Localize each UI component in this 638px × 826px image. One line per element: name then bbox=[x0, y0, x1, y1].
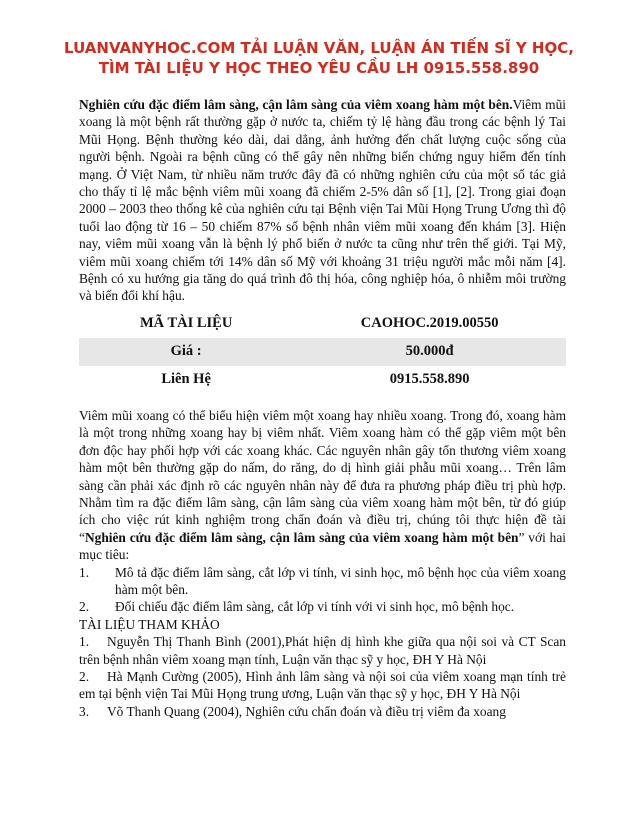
reference-number: 2. bbox=[79, 668, 90, 684]
objectives-list bbox=[79, 564, 566, 616]
info-row-code bbox=[79, 310, 566, 338]
reference-number: 1. bbox=[79, 634, 90, 650]
header-line-1: LUANVANYHOC.COM TẢI LUẬN VĂN, LUẬN ÁN TIẾN SĨ Y HỌC, bbox=[64, 39, 574, 57]
info-label: Giá : bbox=[79, 338, 293, 366]
reference-item bbox=[79, 703, 566, 720]
info-value: 50.000đ bbox=[293, 338, 566, 366]
reference-text: Võ Thanh Quang (2004), Nghiên cứu chẩn đoán và điều trị viêm đa xoang bbox=[107, 703, 506, 719]
info-label: MÃ TÀI LIỆU bbox=[139, 315, 233, 332]
objective-item bbox=[79, 598, 566, 615]
info-row-price bbox=[79, 338, 566, 366]
intro-text: Viêm mũi xoang là một bệnh rất thường gặp ở nước ta, chiếm tỷ lệ hàng đầu trong các bệnh lý Tai Mũi Họng. Bệnh thường kéo dài, dai dẳng, ảnh hưởng đến chất lượng cuộc sống của người bệnh. Ngoài ra bệnh cũng có thể gây nên những biến chứng nguy hiểm đến tính mạng. Ở Việt Nam, từ nhiều năm trước đây đã có những nghiên cứu của một số tác giả cho thấy tỉ lệ mắc bệnh viêm mũi xoang đã chiếm 2-5% dân số [1], [2]. Trong giai đoạn 2000 – 2003 theo thống kê của nghiên cứu tại Bệnh viện Tai Mũi Họng Trung Ương thì độ tuổi lao động từ 16 – 50 chiếm 87% số bệnh nhân viêm mũi xoang đến khám [3]. Hiện nay, viêm mũi xoang vẫn là bệnh lý phổ biến ở nước ta cũng như trên thế giới. Tại Mỹ, viêm mũi xoang chiếm tới 14% dân số Mỹ với khoảng 31 triệu người mắc mỗi năm [4]. Bệnh có xu hướng gia tăng do quá trình đô thị hóa, công nghiệp hóa, ô nhiễm môi trường và biến đổi khí hậu. bbox=[79, 97, 566, 304]
references-heading: TÀI LIỆU THAM KHẢO bbox=[79, 616, 220, 632]
objective-item bbox=[79, 564, 566, 599]
objective-number: 2. bbox=[79, 599, 90, 615]
info-value: 0915.558.890 bbox=[389, 371, 470, 388]
purpose-ending: ” với hai mục tiêu: bbox=[79, 529, 566, 563]
reference-text: Nguyễn Thị Thanh Bình (2001),Phát hiện dị hình khe giữa qua nội soi và CT Scan trên bệnh nhân viêm xoang mạn tính, Luận văn thạc sỹ y học, ĐH Y Hà Nội bbox=[79, 634, 566, 667]
document-info-table bbox=[79, 310, 566, 394]
site-header bbox=[0, 38, 638, 78]
purpose-text: Viêm mũi xoang có thể biểu hiện viêm một xoang hay nhiều xoang. Trong đó, xoang hàm là một trong những xoang hay bị viêm nhất. Viêm xoang hàm có thể gặp viêm một bên đơn độc hay phối hợp với các xoang khác. Các nguyên nhân gây tổn thương viêm xoang hàm một bên thường gặp do nấm, do răng, do dị hình giải phẫu mũi xoang… Trên lâm sàng cần phải xác định rõ các nguyên nhân này để đưa ra phương pháp điều trị phù hợp. Nhằm tìm ra đặc điểm lâm sàng, cận lâm sàng của viêm xoang hàm một bên, từ đó giúp ích cho việc rút kinh nghiệm trong chẩn đoán và điều trị, chúng tôi thực hiện đề tài “ bbox=[79, 407, 566, 545]
document-body bbox=[79, 96, 566, 720]
objective-text: Mô tả đặc điểm lâm sàng, cắt lớp vi tính, vi sinh học, mô bệnh học của viêm xoang hàm một bên. bbox=[115, 564, 566, 597]
document-title: Nghiên cứu đặc điểm lâm sàng, cận lâm sàng của viêm xoang hàm một bên. bbox=[79, 97, 513, 112]
reference-item bbox=[79, 668, 566, 703]
info-value: CAOHOC.2019.00550 bbox=[360, 315, 499, 332]
objective-text: Đối chiếu đặc điểm lâm sàng, cắt lớp vi tính với vi sinh học, mô bệnh học. bbox=[115, 599, 515, 615]
purpose-paragraph bbox=[79, 407, 566, 564]
objective-number: 1. bbox=[79, 564, 90, 580]
reference-number: 3. bbox=[79, 703, 90, 719]
info-row-contact bbox=[79, 366, 566, 394]
references-section bbox=[79, 616, 566, 720]
header-line-2: TÌM TÀI LIỆU Y HỌC THEO YÊU CẦU LH 0915.558.890 bbox=[98, 59, 540, 77]
research-topic: Nghiên cứu đặc điểm lâm sàng, cận lâm sàng của viêm xoang hàm một bên bbox=[84, 529, 519, 545]
reference-item bbox=[79, 633, 566, 668]
intro-paragraph bbox=[79, 96, 566, 305]
info-label: Liên Hệ bbox=[161, 371, 211, 388]
reference-text: Hà Mạnh Cường (2005), Hình ảnh lâm sàng và nội soi của viêm xoang mạn tính trẻ em tại bệnh viện Tai Mũi Họng trung ương, Luận văn thạc sỹ y học, ĐH Y Hà Nội bbox=[79, 668, 566, 702]
